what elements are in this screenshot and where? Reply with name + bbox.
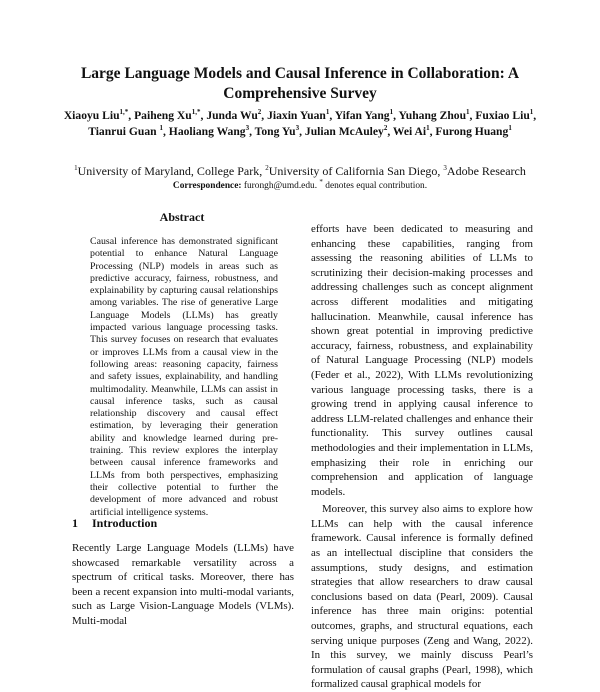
author-affiliation-mark: 1 [529, 108, 534, 117]
right-column [311, 222, 533, 692]
author-name: Tong Yu [254, 125, 296, 138]
author-name: Tianrui Guan [88, 125, 160, 138]
author-affiliation-mark: 2 [257, 108, 262, 117]
author-name: Xiaoyu Liu [63, 109, 120, 122]
author-list: Xiaoyu Liu$^{1,*}$, Paiheng $Xu^{1,*}$, Junda Wu$^2$, Jiaxin Yuan$^1$, Yifan Yang$^1$, Yuhang Zhou$^1$, Fuxiao Liu$^1$, Tianrui Guan $^1$, Haoliang Wang$^3$, Tong Yu$^3$, Julian McAuley$^2$, Wei Ai$^1$, Furong Huang$^1$ [63, 108, 537, 138]
affiliation-name: Adobe Research [446, 164, 526, 178]
author-name: Paiheng Xu [134, 109, 192, 122]
author-affiliation-mark: 1 [466, 108, 470, 117]
author-name: Wei Ai [392, 125, 427, 138]
introduction-text: Recently Large Language Models (LLMs) have showcased remarkable versatility across a spectrum of critical tasks. Moreover, there has been a recent expansion into multi-modal variants, such as Large Vision-Language Models (VLMs). Multi-modal [72, 542, 294, 627]
abstract-text: Causal inference has demonstrated significant potential to enhance Natural Language Processing (NLP) models in areas such as predictive accuracy, fairness, robustness, and explainability by capturing causal relationships among variables. The rise of generative Large Language Models (LLMs) has greatly impacted various language processing tasks. This survey focuses on research that evaluates or improves LLMs from a causal view in the following areas: reasoning capacity, fairness and safety issues, explainability, and handling multimodality. Meanwhile, LLMs can assist in causal inference tasks, such as causal relationship discovery and causal effect estimation, by leveraging their generation ability and knowledge learned during pre-training. This review explores the interplay between causal inference frameworks and LLMs from both perspectives, emphasizing their collective potential to further the development of more advanced and robust artificial intelligence systems. [90, 236, 278, 518]
author-name: Furong Huang [435, 125, 509, 138]
author-name: Jiaxin Yuan [267, 109, 326, 122]
paragraph: efforts have been dedicated to measuring and enhancing these capabilities, ranging from assessing the reasoning abilities of LLMs to scrutinizing their decision-making processes and addressing challenges such as concept alignment across different modalities and mitigating hallucination. Meanwhile, causal inference has shown great potential in improving predictive accuracy, fairness, robustness, and explainability of Natural Language Processing (NLP) models (Feder et al., 2022), With LLMs revolutionizing various language processing tasks, there is a growing trend in applying causal inference to address LLM-related challenges and enhance their functionality. This survey outlines causal methodologies and their implementation in LLMs, emphasizing their role in enriching our comprehension and application of language models. [311, 223, 533, 498]
author-name: Yuhang Zhou [398, 109, 467, 122]
author-affiliation-mark: 1,* [119, 108, 129, 117]
author-affiliation-mark: 1 [389, 108, 394, 117]
section-title: Introduction [92, 516, 158, 530]
section-number: 1 [72, 516, 78, 530]
equal-contribution-note: denotes equal contribution. [322, 181, 428, 191]
author-name: Haoliang Wang [168, 125, 246, 138]
author-affiliation-mark: 1 [159, 124, 163, 133]
author-affiliation-mark: 1 [426, 124, 430, 133]
author-name: Junda Wu [206, 109, 258, 122]
equal-contribution-mark: * [319, 177, 323, 186]
section-heading-introduction [72, 516, 157, 531]
affiliation-name: University of California San Diego, [268, 164, 444, 178]
author-affiliation-mark: 1 [508, 124, 512, 133]
author-name: Julian McAuley [304, 125, 384, 138]
affiliation-mark: 2 [265, 164, 269, 172]
paper-title: Large Language Models and Causal Inference in Collaboration: A Comprehensive Survey [80, 65, 520, 102]
author-name: Yifan Yang [334, 109, 390, 122]
correspondence-line [20, 177, 580, 192]
author-affiliation-mark: 1 [325, 108, 330, 117]
paragraph: Moreover, this survey also aims to explore how LLMs can help with the causal inference framework. Causal inference is formally defined as an intellectual discipline that considers the assumptions, study designs, and estimation strategies that allow researchers to draw causal conclusions based on data (Pearl, 2009). Causal inference has three main origins: potential outcomes, graphs, and structural equations, each serving unique purposes (Zeng and Wang, 2022). In this survey, we mainly discuss Pearl’s formulation of causal graphs (Pearl, 1998), which formalized causal graphical models for [311, 503, 533, 691]
correspondence-label: Correspondence: [172, 181, 242, 191]
author-affiliation-mark: 2 [383, 124, 388, 133]
abstract-heading: Abstract [159, 210, 205, 224]
correspondence-email: furongh@umd.edu. [241, 181, 320, 191]
author-affiliation-mark: 3 [295, 124, 300, 133]
author-affiliation-mark: 3 [245, 124, 250, 133]
affiliation-name: University of Maryland, College Park, [77, 164, 266, 178]
author-name: Fuxiao Liu [475, 109, 530, 122]
author-affiliation-mark: 1,* [191, 108, 201, 117]
affiliation-mark: 1 [74, 164, 78, 172]
affiliations [20, 163, 580, 179]
affiliation-mark: 3 [443, 164, 447, 172]
